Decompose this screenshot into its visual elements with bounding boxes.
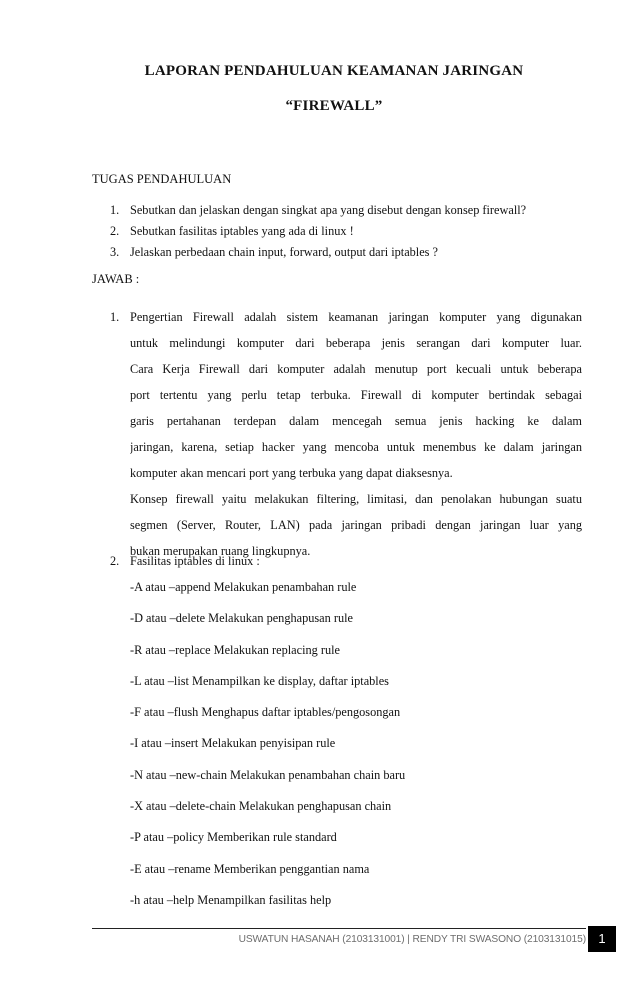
iptables-option: -I atau –insert Melakukan penyisipan rule bbox=[130, 736, 336, 751]
question-text: Sebutkan fasilitas iptables yang ada di linux ! bbox=[130, 224, 354, 238]
answer-line: Konsep firewall yaitu melakukan filtering, limitasi, dan penolakan hubungan suatu bbox=[130, 492, 582, 506]
tugas-heading: TUGAS PENDAHULUAN bbox=[92, 172, 232, 186]
iptables-option: -N atau –new-chain Melakukan penambahan chain baru bbox=[130, 767, 406, 782]
answer-line: port tertentu yang perlu tetap terbuka. Firewall di komputer bertindak sebagai bbox=[130, 388, 582, 402]
iptables-option: -P atau –policy Memberikan rule standard bbox=[130, 830, 337, 845]
footer-authors: USWATUN HASANAH (2103131001) | RENDY TRI SWASONO (2103131015) bbox=[238, 934, 586, 945]
answer-line: bukan merupakan ruang lingkupnya. bbox=[130, 544, 311, 558]
iptables-option: -E atau –rename Memberikan penggantian nama bbox=[130, 861, 370, 876]
footer-divider bbox=[92, 928, 586, 929]
answer-line: komputer akan mencari port yang terbuka yang dapat diaksesnya. bbox=[130, 466, 453, 480]
jawab-heading: JAWAB : bbox=[92, 272, 140, 286]
answer-number: 2. bbox=[110, 554, 120, 568]
question-text: Sebutkan dan jelaskan dengan singkat apa yang disebut dengan konsep firewall? bbox=[130, 203, 527, 217]
document-title: LAPORAN PENDAHULUAN KEAMANAN JARINGAN bbox=[144, 63, 524, 79]
iptables-option: -R atau –replace Melakukan replacing rule bbox=[130, 642, 340, 657]
question-text: Jelaskan perbedaan chain input, forward, output dari iptables ? bbox=[130, 245, 438, 259]
answer-line: Pengertian Firewall adalah sistem keamanan jaringan komputer yang digunakan bbox=[130, 310, 582, 324]
answer-line: segmen (Server, Router, LAN) pada jaringan pribadi dengan jaringan luar yang bbox=[130, 518, 582, 532]
answer-1-body bbox=[130, 304, 582, 564]
question-item bbox=[110, 242, 590, 263]
iptables-option: -h atau –help Menampilkan fasilitas help bbox=[130, 892, 332, 907]
iptables-option: -L atau –list Menampilkan ke display, daftar iptables bbox=[130, 673, 389, 688]
answer-2-intro: Fasilitas iptables di linux : bbox=[130, 554, 260, 568]
question-item bbox=[110, 200, 590, 221]
answer-line: jaringan, karena, setiap hacker yang mencoba untuk menembus ke dalam jaringan bbox=[130, 440, 582, 454]
answer-number: 1. bbox=[110, 310, 120, 324]
answer-line: untuk melindungi komputer dari beberapa jenis serangan dari komputer luar. bbox=[130, 336, 582, 350]
iptables-option: -X atau –delete-chain Melakukan penghapusan chain bbox=[130, 799, 392, 814]
iptables-option: -D atau –delete Melakukan penghapusan rule bbox=[130, 611, 353, 626]
question-item bbox=[110, 221, 590, 242]
iptables-option: -A atau –append Melakukan penambahan rule bbox=[130, 580, 357, 594]
iptables-option-list bbox=[110, 572, 590, 916]
iptables-option: -F atau –flush Menghapus daftar iptables/pengosongan bbox=[130, 705, 401, 720]
question-number: 2. bbox=[110, 224, 120, 238]
document-subtitle: “FIREWALL” bbox=[285, 98, 383, 114]
answer-2 bbox=[110, 550, 590, 916]
question-number: 1. bbox=[110, 203, 120, 217]
answer-1 bbox=[110, 304, 590, 564]
page-number: 1 bbox=[588, 926, 616, 952]
question-list bbox=[110, 200, 590, 263]
answer-line: Cara Kerja Firewall dari komputer adalah menutup port kecuali untuk beberapa bbox=[130, 362, 582, 376]
answer-line: garis pertahanan terdepan dalam mencegah semua jenis hacking ke dalam bbox=[130, 414, 582, 428]
question-number: 3. bbox=[110, 245, 120, 259]
